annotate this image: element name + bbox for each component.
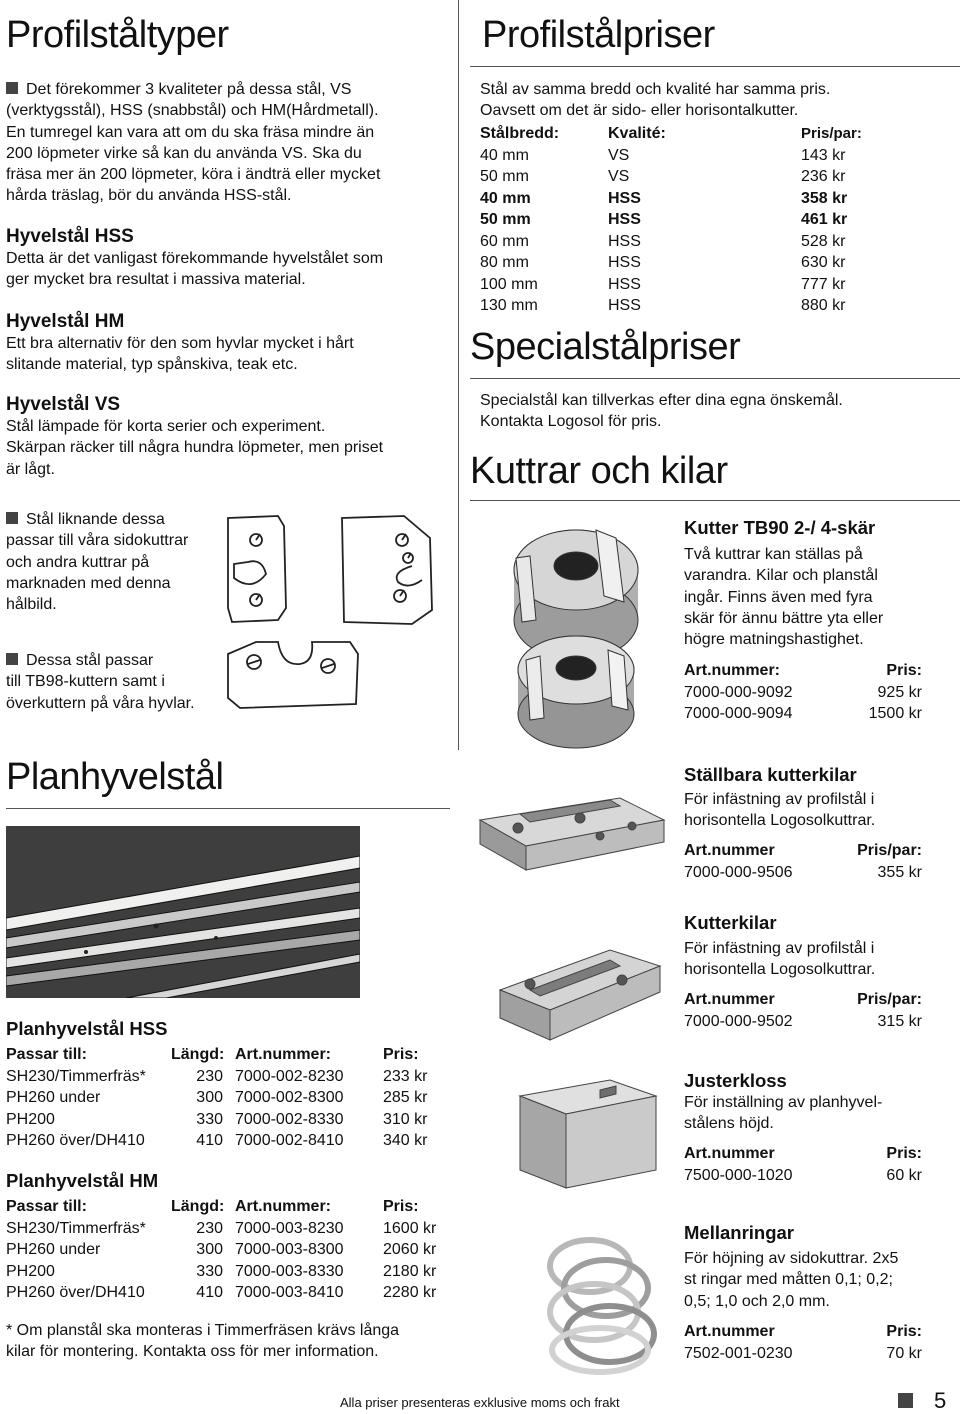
cutter-photo bbox=[476, 510, 676, 750]
planer-blades-photo bbox=[6, 826, 360, 998]
col-header: Art.nummer: bbox=[684, 662, 781, 679]
hss-text: Detta är det vanligast förekommande hyvelstålet som ger mycket bra resultat i massiva material. bbox=[6, 250, 384, 289]
profilstal-intro: Stål av samma bredd och kvalité har samma pris. Oavsett om det är sido- eller horisontalkutter. bbox=[480, 81, 831, 120]
planhyvel-hm-heading: Planhyvelstål HM bbox=[6, 1170, 159, 1191]
profilstal-price-table bbox=[480, 123, 871, 317]
col-header: Pris/par: bbox=[857, 991, 922, 1008]
table-row: PH200 330 7000-003-8330 2180 kr bbox=[6, 1262, 437, 1280]
col-header: Kvalité: bbox=[608, 125, 666, 142]
adjustment-block-photo bbox=[500, 1066, 670, 1196]
table-row: 40 mm VS 143 kr bbox=[480, 146, 846, 164]
footer-note: Alla priser presenteras exklusive moms och frakt bbox=[340, 1395, 620, 1410]
section-divider bbox=[470, 66, 960, 67]
hm-text: Ett bra alternativ för den som hyvlar mycket i hårt slitande material, typ spånskiva, teak etc. bbox=[6, 335, 354, 374]
kutter-text: Två kuttrar kan ställas på varandra. Kilar och planstål ingår. Finns även med fyra skär för ännu bättre yta eller högre matningshastighet. bbox=[684, 546, 884, 649]
table-row: PH260 över/DH410 410 7000-002-8410 340 kr bbox=[6, 1132, 428, 1149]
note-tb98: Dessa stål passar till TB98-kuttern samt i överkuttern på våra hyvlar. bbox=[6, 652, 195, 712]
section-divider bbox=[470, 500, 960, 501]
vs-heading: Hyvelstål VS bbox=[6, 394, 121, 415]
stallbara-price-table bbox=[684, 840, 922, 883]
stallbara-text: För infästning av profilstål i horisontella Logosolkuttrar. bbox=[684, 791, 876, 830]
col-header: Längd: bbox=[171, 1046, 225, 1063]
col-header: Art.nummer bbox=[684, 1145, 775, 1162]
bullet-square-icon bbox=[6, 82, 18, 94]
table-row: 100 mm HSS 777 kr bbox=[480, 275, 846, 293]
table-row: 7000-000-9094 1500 kr bbox=[684, 705, 922, 722]
col-header: Pris/par: bbox=[857, 842, 922, 859]
col-header: Art.nummer: bbox=[235, 1046, 332, 1063]
planhyvel-title: Planhyvelstål bbox=[6, 756, 224, 798]
justerkloss-price-table bbox=[684, 1143, 922, 1186]
col-header: Pris: bbox=[886, 1323, 922, 1340]
page-title: Profilståltyper bbox=[6, 14, 229, 56]
table-row: 50 mm HSS 461 kr bbox=[480, 211, 848, 228]
adjustable-wedge-photo bbox=[470, 780, 670, 880]
table-row: 60 mm HSS 528 kr bbox=[480, 232, 846, 250]
footnote: * Om planstål ska monteras i Timmerfräsen krävs långa kilar för montering. Kontakta oss för mer information. bbox=[6, 1322, 400, 1361]
vs-text: Stål lämpade för korta serier och experiment. Skärpan räcker till några hundra löpmeter, men priset är lågt. bbox=[6, 418, 384, 478]
table-row: 40 mm HSS 358 kr bbox=[480, 189, 848, 207]
mellanringar-text: För höjning av sidokuttrar. 2x5 st ringar med måtten 0,1; 0,2; 0,5; 1,0 och 2,0 mm. bbox=[684, 1250, 899, 1310]
profilstal-title: Profilstålpriser bbox=[482, 14, 715, 56]
kutterkilar-heading: Kutterkilar bbox=[684, 912, 777, 933]
bullet-square-icon bbox=[6, 653, 18, 665]
table-row: SH230/Timmerfräs* 230 7000-003-8230 1600 kr bbox=[6, 1219, 437, 1237]
col-header: Pris: bbox=[886, 1145, 922, 1162]
footer-square-icon bbox=[898, 1393, 913, 1408]
planhyvel-hss-table bbox=[6, 1044, 443, 1152]
table-row: PH260 under 300 7000-002-8300 285 kr bbox=[6, 1089, 428, 1106]
table-row: 7000-000-9092 925 kr bbox=[684, 683, 922, 701]
planhyvel-hss-heading: Planhyvelstål HSS bbox=[6, 1018, 168, 1039]
kutter-heading: Kutter TB90 2-/ 4-skär bbox=[684, 517, 876, 538]
section-divider bbox=[470, 378, 960, 379]
table-row: 7000-000-9502 315 kr bbox=[684, 1012, 922, 1030]
kutter-price-table bbox=[684, 660, 922, 725]
hole-pattern-diagram bbox=[220, 508, 440, 723]
table-row: PH260 över/DH410 410 7000-003-8410 2280 kr bbox=[6, 1284, 437, 1301]
column-divider bbox=[458, 0, 459, 750]
table-row: PH260 under 300 7000-003-8300 2060 kr bbox=[6, 1241, 437, 1258]
table-row: 50 mm VS 236 kr bbox=[480, 168, 846, 185]
table-row: PH200 330 7000-002-8330 310 kr bbox=[6, 1110, 428, 1128]
table-row: 7502-001-0230 70 kr bbox=[684, 1344, 922, 1362]
col-header: Passar till: bbox=[6, 1046, 87, 1063]
col-header: Passar till: bbox=[6, 1198, 87, 1215]
col-header: Pris: bbox=[383, 1046, 419, 1063]
table-row: 7500-000-1020 60 kr bbox=[684, 1166, 922, 1184]
planhyvel-hm-table bbox=[6, 1196, 443, 1304]
kuttrar-title: Kuttrar och kilar bbox=[470, 450, 728, 492]
hss-heading: Hyvelstål HSS bbox=[6, 226, 134, 247]
col-header: Pris: bbox=[886, 662, 922, 679]
col-header: Stålbredd: bbox=[480, 125, 560, 142]
special-text: Specialstål kan tillverkas efter dina egna önskemål. Kontakta Logosol för pris. bbox=[480, 392, 843, 431]
col-header: Längd: bbox=[171, 1198, 225, 1215]
col-header: Art.nummer bbox=[684, 1323, 775, 1340]
table-row: 130 mm HSS 880 kr bbox=[480, 297, 846, 314]
mellanringar-price-table bbox=[684, 1321, 922, 1364]
col-header: Art.nummer bbox=[684, 991, 775, 1008]
justerkloss-heading: Justerkloss bbox=[684, 1070, 787, 1091]
section-divider bbox=[6, 808, 450, 809]
page-number: 5 bbox=[934, 1388, 947, 1413]
intro-text: Det förekommer 3 kvaliteter på dessa stål, VS (verktygsstål), HSS (snabbstål) och HM(Hårdmetall). En tumregel kan vara att om du ska fräsa mindre än 200 löpmeter virke så kan du använda VS. Ska du fräsa mer än 200 löpmeter, köra i ändträ eller mycket hårda träslag, bör du använda HSS-stål. bbox=[6, 81, 381, 205]
kutterkilar-price-table bbox=[684, 989, 922, 1032]
hm-heading: Hyvelstål HM bbox=[6, 311, 125, 332]
table-row: 7000-000-9506 355 kr bbox=[684, 863, 922, 881]
cutter-wedge-photo bbox=[490, 930, 670, 1050]
col-header: Pris/par: bbox=[801, 125, 862, 142]
table-row: SH230/Timmerfräs* 230 7000-002-8230 233 kr bbox=[6, 1067, 428, 1085]
bullet-square-icon bbox=[6, 512, 18, 524]
col-header: Art.nummer: bbox=[235, 1198, 332, 1215]
stallbara-heading: Ställbara kutterkilar bbox=[684, 764, 857, 785]
special-title: Specialstålpriser bbox=[470, 326, 741, 368]
note-side-cutters: Stål liknande dessa passar till våra sidokuttrar och andra kuttrar på marknaden med denna hålbild. bbox=[6, 511, 189, 614]
mellanringar-heading: Mellanringar bbox=[684, 1222, 794, 1243]
col-header: Art.nummer bbox=[684, 842, 775, 859]
col-header: Pris: bbox=[383, 1198, 419, 1215]
justerkloss-text: För inställning av planhyvel- stålens höjd. bbox=[684, 1094, 883, 1133]
kutterkilar-text: För infästning av profilstål i horisontella Logosolkuttrar. bbox=[684, 940, 876, 979]
table-row: 80 mm HSS 630 kr bbox=[480, 254, 846, 271]
spacer-rings-photo bbox=[530, 1226, 670, 1376]
